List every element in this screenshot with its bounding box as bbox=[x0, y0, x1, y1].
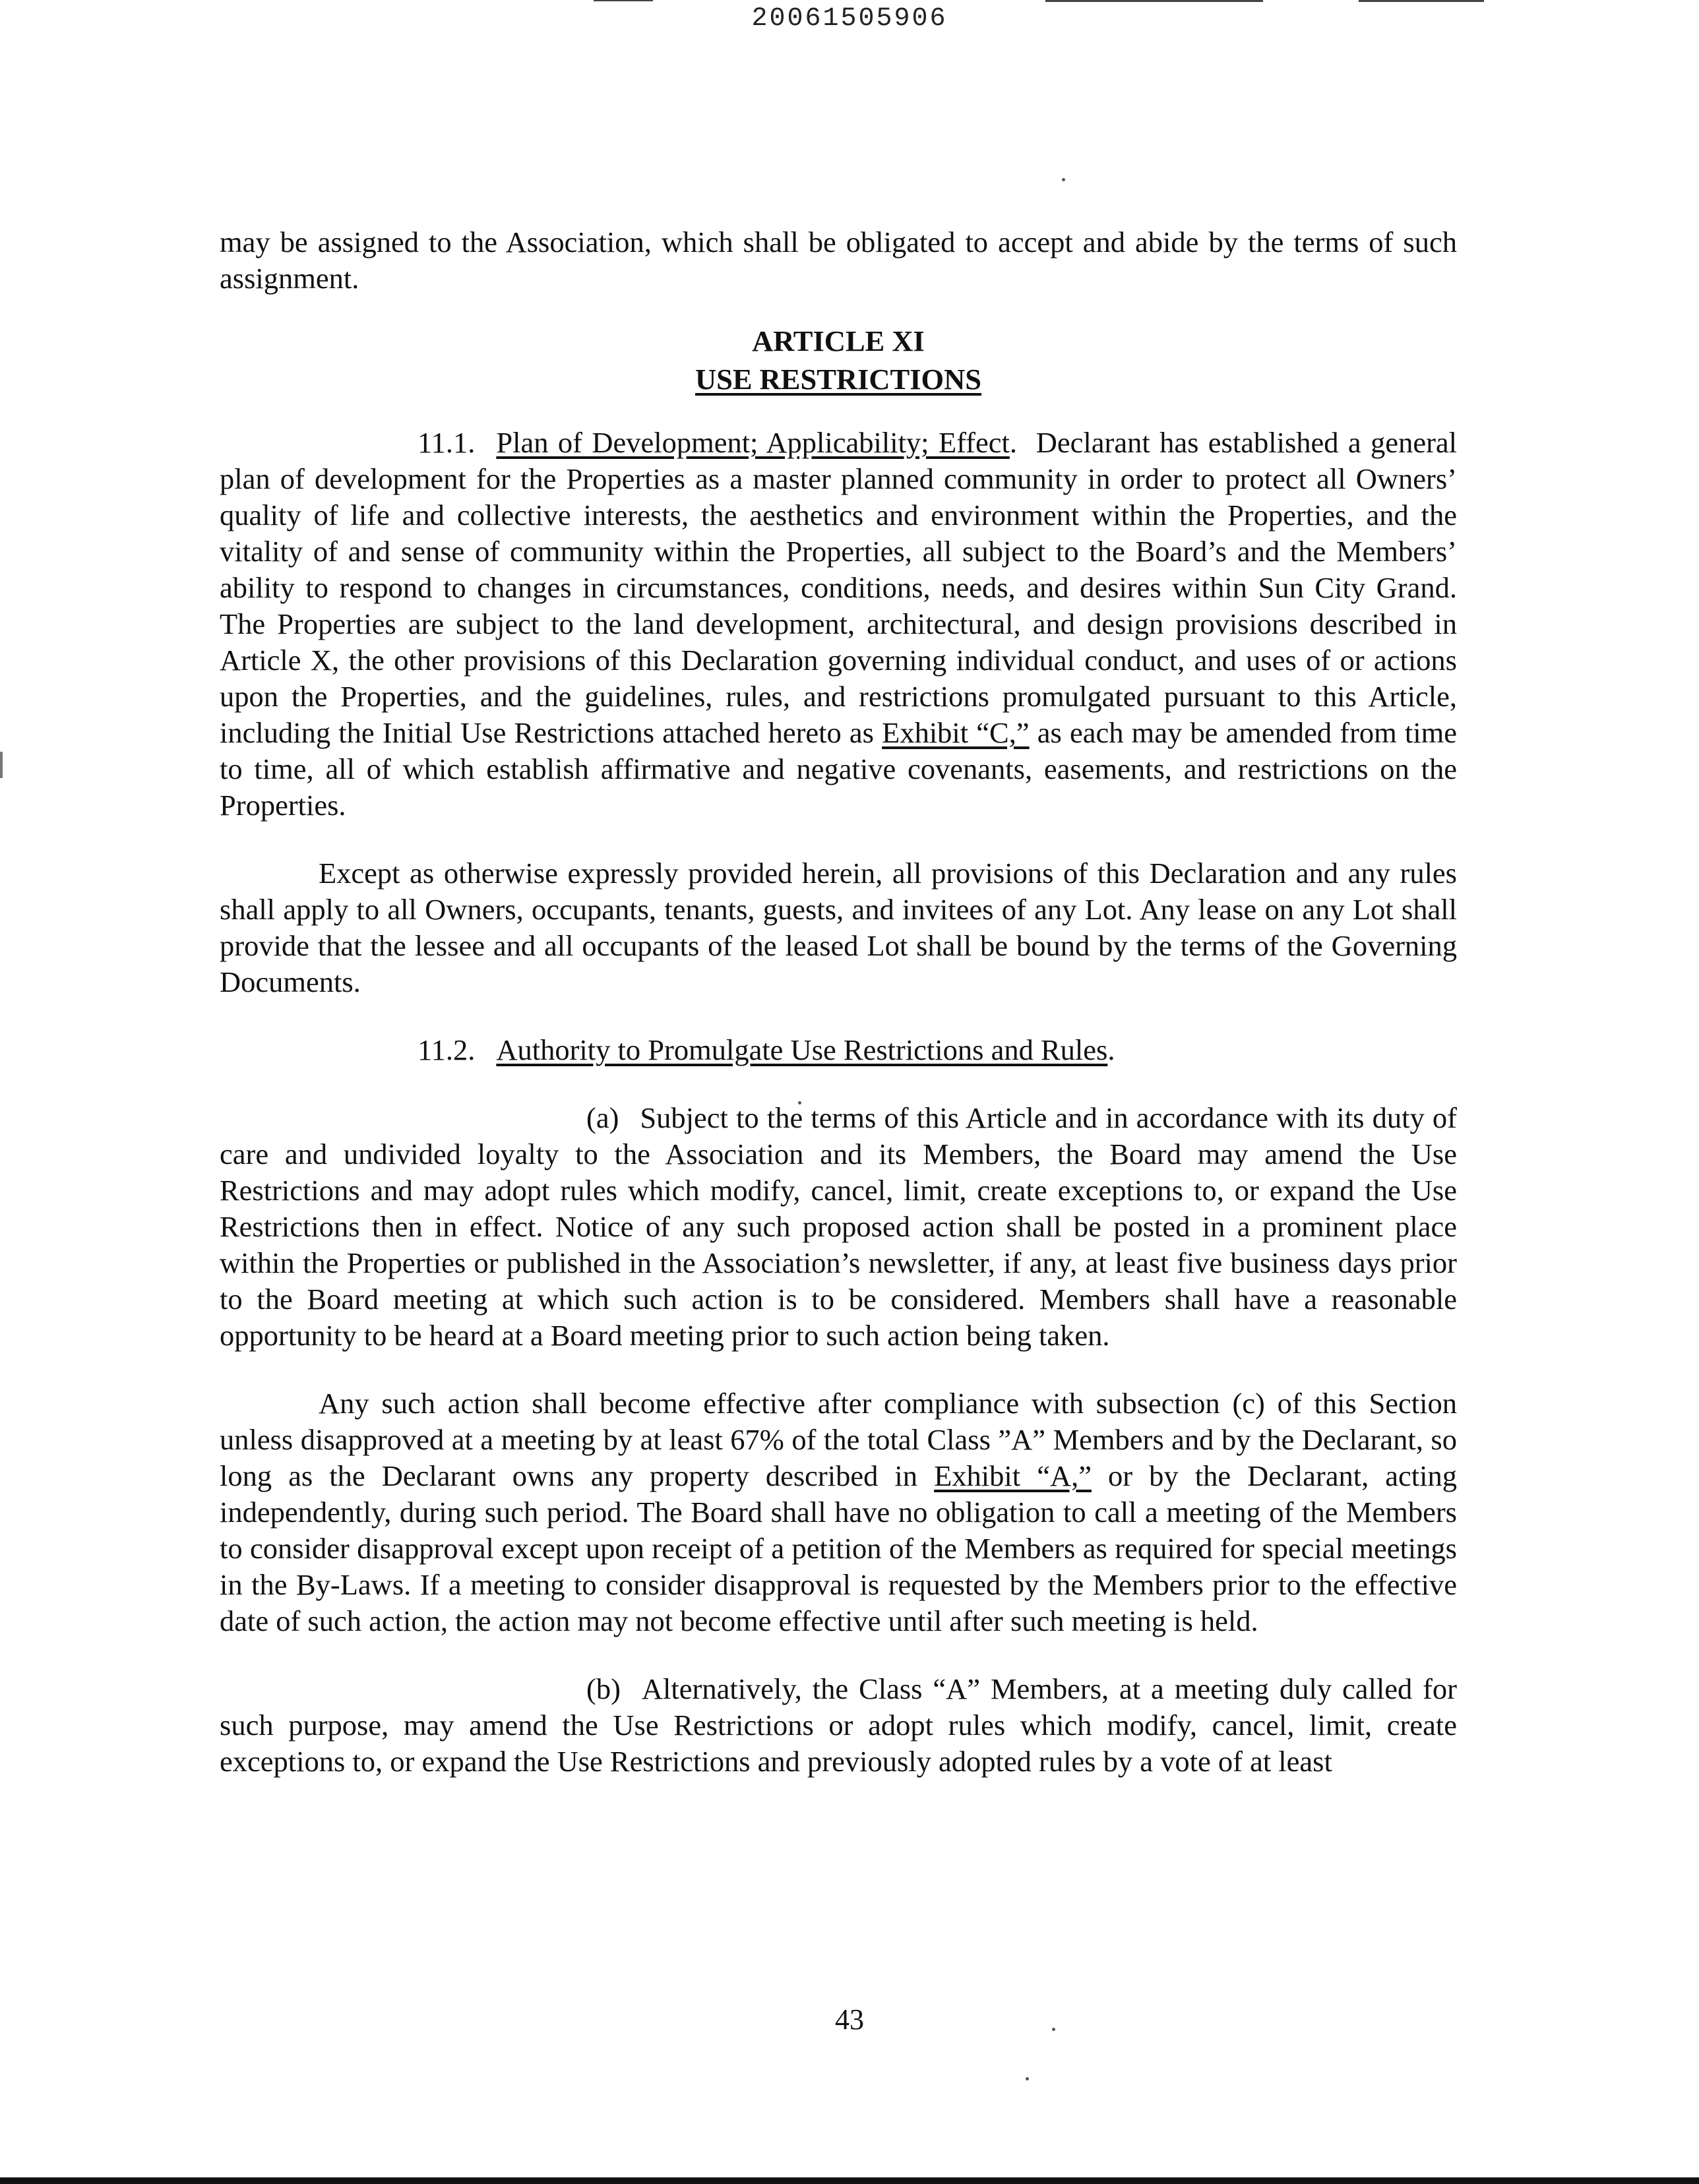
subsection-a-paragraph bbox=[220, 1100, 1457, 1354]
any-such-action-text-end: or by the Declarant, acting independently, during such period. The Board shall have no obligation to call a meeting of the Members to consider disapproval except upon receipt of a petition of the Members as required for special meetings in the By-Laws. If a meeting to consider disapproval is requested by the Members prior to the effective date of such action, the action may not become effective until after such meeting is held. bbox=[220, 1459, 1457, 1637]
exhibit-c-reference: Exhibit “C,” bbox=[882, 716, 1030, 749]
carryover-paragraph: may be assigned to the Association, which shall be obligated to accept and abide by the terms of such assignment. bbox=[220, 226, 1457, 295]
article-number: ARTICLE XI bbox=[752, 324, 925, 357]
document-body bbox=[220, 224, 1457, 1780]
article-title bbox=[220, 360, 1457, 398]
scan-rule-left bbox=[594, 0, 653, 1]
section-11-2-title-end: . bbox=[1107, 1033, 1115, 1066]
scan-rule-right-2 bbox=[1359, 0, 1484, 2]
subsection-b-label: (b) bbox=[586, 1672, 621, 1705]
scan-bottom-border bbox=[0, 2177, 1699, 2184]
section-11-1-text: Declarant has established a general plan of development for the Properties as a master planned community in order to protect all Owners’ quality of life and collective interests, the aesthetics and environment within the Properties, and the vitality of and sense of community within the Properties, all subject to the Board’s and the Members’ ability to respond to changes in circumstances, conditions, needs, and desires within Sun City Grand. The Properties are subject to the land development, architectural, and design provisions described in Article X, the other provisions of this Declaration governing individual conduct, and uses of or actions upon the Properties, and the guidelines, rules, and restrictions promulgated pursuant to this Article, including the Initial Use Restrictions attached hereto as bbox=[220, 426, 1457, 749]
scan-speck bbox=[1062, 178, 1065, 181]
any-such-action-paragraph bbox=[220, 1385, 1457, 1639]
section-11-2-number: 11.2. bbox=[417, 1033, 476, 1066]
article-heading bbox=[220, 322, 1457, 398]
section-11-1-title: Plan of Development; Applicability; Effect bbox=[496, 426, 1010, 459]
section-11-2-heading bbox=[220, 1032, 1457, 1068]
section-11-1-text-end: as each may be amended from time to time, all of which establish affirmative and negative covenants, easements, and restrictions on the Properties. bbox=[220, 716, 1458, 822]
scan-rule-right-1 bbox=[1045, 0, 1263, 2]
subsection-b-text: Alternatively, the Class “A” Members, at a meeting duly called for such purpose, may amend the Use Restrictions or adopt rules which modify, cancel, limit, create exceptions to, or expand the Use Restrictions and previously adopted rules by a vote of at least bbox=[220, 1672, 1457, 1778]
article-title-text: USE RESTRICTIONS bbox=[695, 363, 982, 396]
scan-edge-mark bbox=[0, 752, 3, 778]
section-11-1-number: 11.1. bbox=[417, 426, 476, 459]
section-11-1-paragraph: 11.1. Plan of Development; Applicability; Effect. Declarant has established a general plan of development for the Properties as a master planned community in order to protect all Owners’ quality of life and collective interests, the aesthetics and environment within the Properties, and the vitality of and sense of community within the Properties, all subject to the Board’s and the Members’ ability to respond to changes in circumstances, conditions, needs, and desires within Sun City Grand. The Properties are subject to the land development, architectural, and design provisions described in Article X, the other provisions of this Declaration governing individual conduct, and uses of or actions upon the Properties, and the guidelines, rules, and restrictions promulgated pursuant to this Article, including the Initial Use Restrictions attached hereto as Exhibit “C,” as each may be amended from time to time, all of which establish affirmative and negative covenants, easements, and restrictions on the Properties. bbox=[220, 426, 1458, 822]
subsection-b-paragraph bbox=[220, 1671, 1457, 1780]
subsection-a-text: Subject to the terms of this Article and in accordance with its duty of care and undivided loyalty to the Association and its Members, the Board may amend the Use Restrictions and may adopt rules which modify, cancel, limit, create exceptions to, or expand the Use Restrictions then in effect. Notice of any such proposed action shall be posted in a prominent place within the Properties or published in the Association’s newsletter, if any, at least five business days prior to the Board meeting at which such action is to be considered. Members shall have a reasonable opportunity to be heard at a Board meeting prior to such action being taken. bbox=[220, 1101, 1457, 1352]
scan-speck bbox=[1026, 2077, 1029, 2080]
subsection-a-label: (a) bbox=[586, 1101, 619, 1134]
exhibit-a-reference: Exhibit “A,” bbox=[934, 1459, 1092, 1492]
section-11-2-title: Authority to Promulgate Use Restrictions and Rules bbox=[496, 1033, 1108, 1066]
document-number: 20061505906 bbox=[751, 4, 948, 34]
except-paragraph: Except as otherwise expressly provided herein, all provisions of this Declaration and any rules shall apply to all Owners, occupants, tenants, guests, and invitees of any Lot. Any lease on any Lot shall provide that the lessee and all occupants of the leased Lot shall be bound by the terms of the Governing Documents. bbox=[220, 857, 1457, 998]
any-such-action-text: Any such action shall become effective after compliance with subsection (c) of this Section unless disapproved at a meeting by at least 67% of the total Class ”A” Members and by the Declarant, so long as the Declarant owns any property described in bbox=[220, 1387, 1457, 1492]
page-number: 43 bbox=[835, 2003, 864, 2036]
